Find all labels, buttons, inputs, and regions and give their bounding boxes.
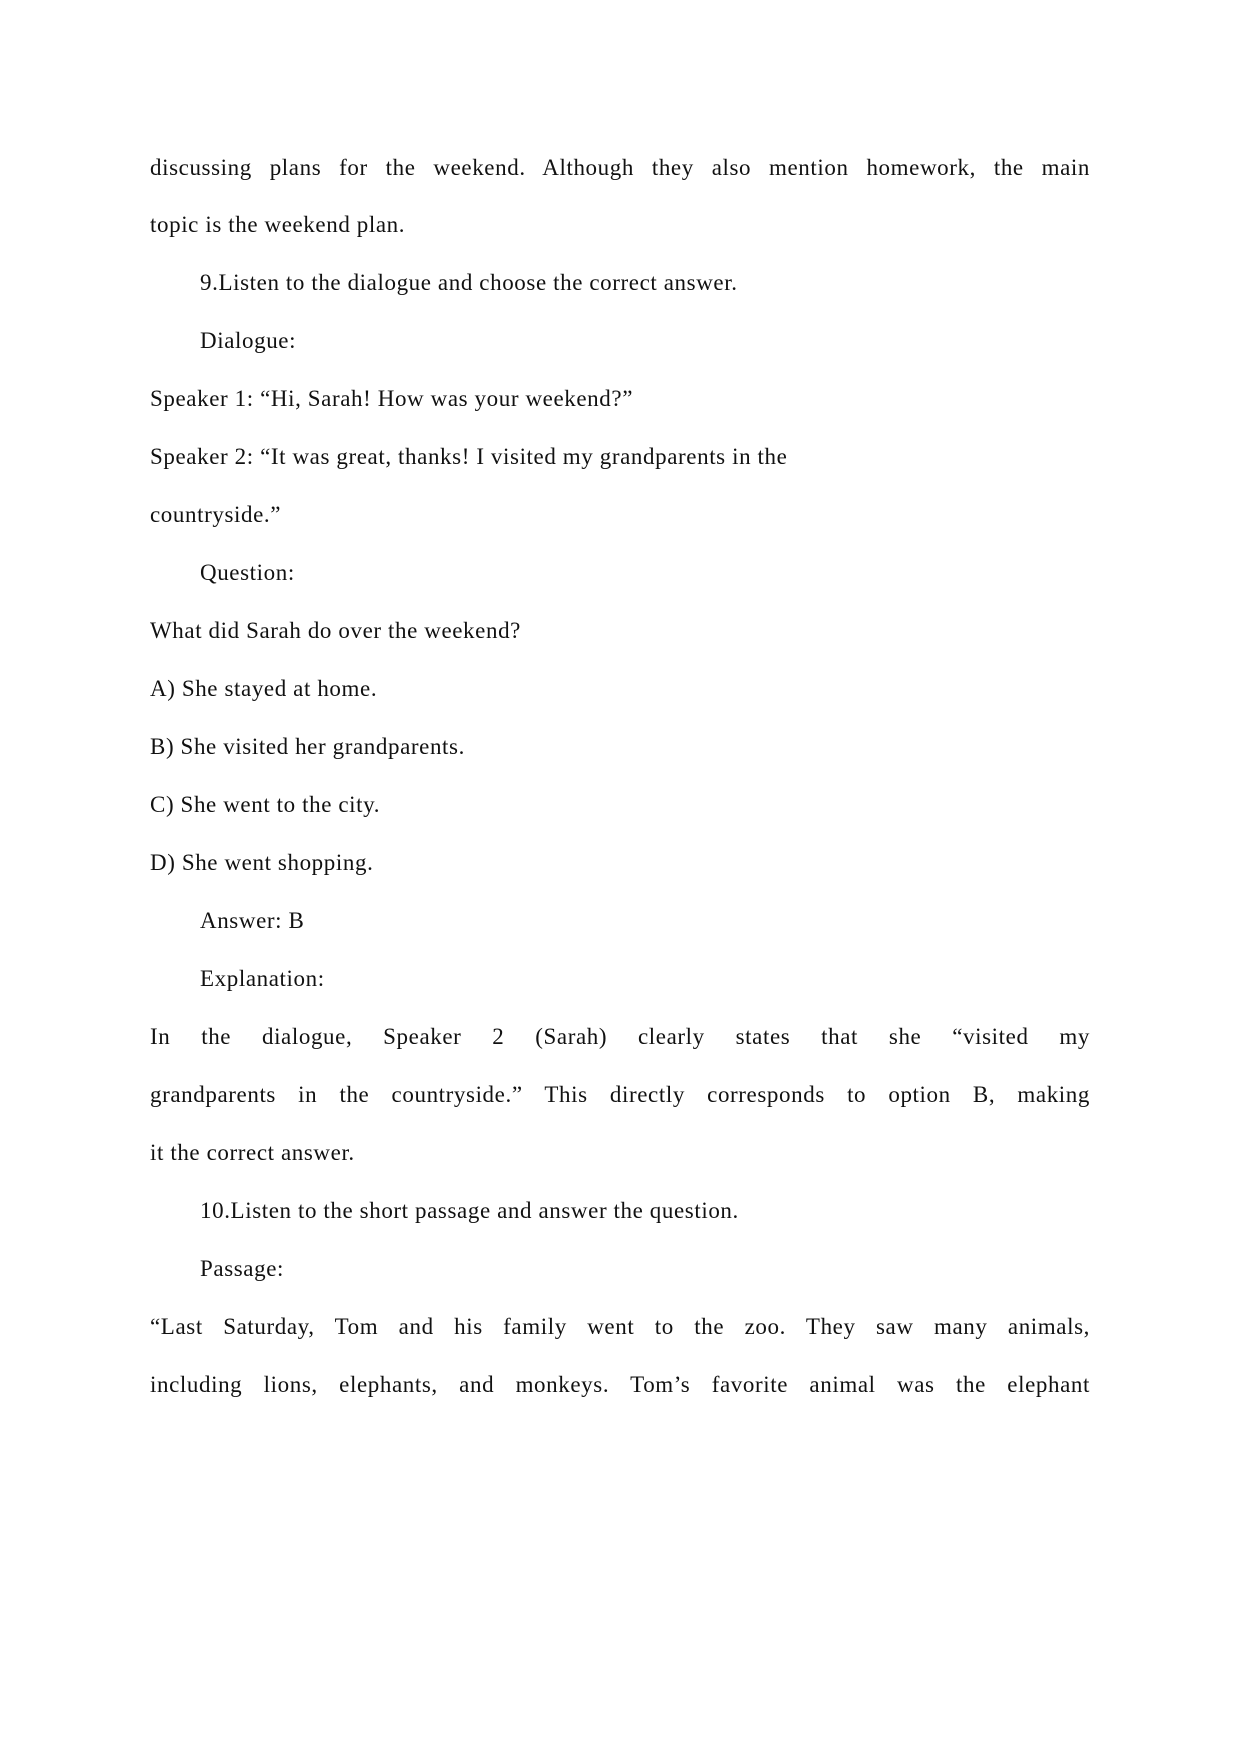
explanation-line-2: grandparents in the countryside.” This directly corresponds to option B, making xyxy=(150,1082,1090,1107)
dialogue-label: Dialogue: xyxy=(200,328,297,353)
passage-line-2: including lions, elephants, and monkeys. Tom’s favorite animal was the elephant xyxy=(150,1372,1090,1397)
explanation-label: Explanation: xyxy=(200,966,325,991)
continuation-line-2: topic is the weekend plan. xyxy=(150,212,406,237)
continuation-line-1: discussing plans for the weekend. Although they also mention homework, the main xyxy=(150,155,1090,180)
speaker-1-line: Speaker 1: “Hi, Sarah! How was your weekend?” xyxy=(150,386,634,411)
speaker-2-line-1: Speaker 2: “It was great, thanks! I visited my grandparents in the xyxy=(150,444,788,469)
question-text: What did Sarah do over the weekend? xyxy=(150,618,521,643)
option-b: B) She visited her grandparents. xyxy=(150,734,465,759)
question-9-prompt: 9.Listen to the dialogue and choose the correct answer. xyxy=(200,270,738,295)
question-label: Question: xyxy=(200,560,295,585)
option-a: A) She stayed at home. xyxy=(150,676,378,701)
passage-label: Passage: xyxy=(200,1256,285,1281)
explanation-line-1: In the dialogue, Speaker 2 (Sarah) clearly states that she “visited my xyxy=(150,1024,1090,1049)
question-10-prompt: 10.Listen to the short passage and answer the question. xyxy=(200,1198,739,1223)
explanation-line-3: it the correct answer. xyxy=(150,1140,355,1165)
answer-line: Answer: B xyxy=(200,908,305,933)
option-c: C) She went to the city. xyxy=(150,792,381,817)
passage-line-1: “Last Saturday, Tom and his family went to the zoo. They saw many animals, xyxy=(150,1314,1090,1339)
option-d: D) She went shopping. xyxy=(150,850,374,875)
speaker-2-line-2: countryside.” xyxy=(150,502,282,527)
